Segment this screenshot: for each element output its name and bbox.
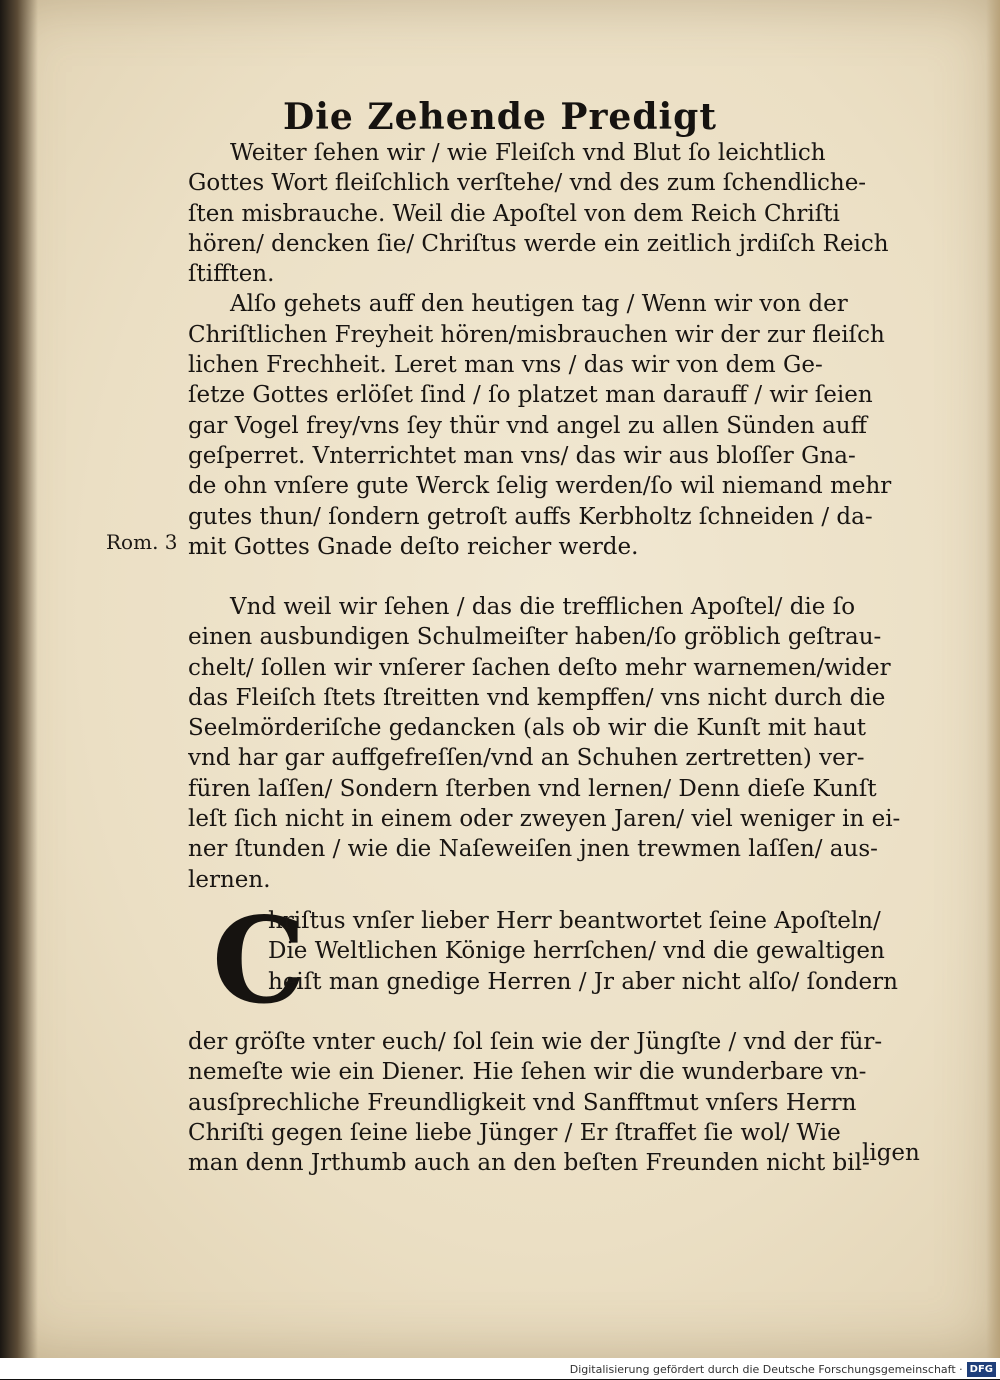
text-line: vnd har gar auffgefreſſen/vnd an Schuhen zertretten) ver- [188,745,865,772]
text-line: das Fleiſch ſtets ſtreitten vnd kempffen/ vns nicht durch die [188,684,886,711]
page-edge [986,0,1000,1358]
text-line: man denn Jrthumb auch an den beſten Freunden nicht bil- [188,1150,870,1177]
text-line: de ohn vnſere gute Werck ſelig werden/ſo wil niemand mehr [188,473,892,500]
margin-note: Rom. 3 [106,530,178,554]
text-line: Gottes Wort fleiſchlich verſtehe/ vnd des zum ſchendliche- [188,170,867,197]
text-line: nemeſte wie ein Diener. Hie ſehen wir die wunderbare vn- [188,1059,867,1086]
text-line: lichen Frechheit. Leret man vns / das wir von dem Ge- [188,352,823,379]
text-line: ſetze Gottes erlöſet ſind / ſo platzet man darauff / wir ſeien [188,382,873,409]
text-line: Chriſti gegen ſeine liebe Jünger / Er ſtraffet ſie wol/ Wie [188,1119,841,1146]
text-line: ſten misbrauche. Weil die Apoſtel von dem Reich Chriſti [188,200,840,227]
text-line: Vnd weil wir ſehen / das die trefflichen Apoſtel/ die ſo [230,594,856,620]
text-line: ausſprechliche Freundligkeit vnd Sanfftmut vnſers Herrn [188,1089,857,1116]
text-line: mit Gottes Gnade deſto reicher werde. [188,533,639,560]
drop-cap-initial: C [212,891,306,1030]
dfg-logo-icon[interactable]: DFG [967,1362,996,1377]
text-line: gar Vogel frey/vns ſey thür vnd angel zu allen Sünden auff [188,412,867,439]
text-line: hören/ dencken ſie/ Chriſtus werde ein zeitlich jrdiſch Reich [188,230,889,257]
paragraph-1 [188,138,923,562]
binding-shadow [0,0,38,1358]
text-line: ner ſtunden / wie die Naſeweiſen jnen trewmen laſſen/ aus- [188,836,878,863]
text-line: Weiter ſehen wir / wie Fleiſch vnd Blut ſo leichtlich [230,140,826,166]
paragraph-3-head [268,906,928,997]
text-line: Alſo gehets auff den heutigen tag / Wenn wir von der [230,291,848,318]
text-line: heiſt man gnedige Herren / Jr aber nicht alſo/ ſondern [268,968,898,995]
text-line: Chriſtlichen Freyheit hören/misbrauchen wir der zur fleiſch [188,321,885,348]
text-line: hriſtus vnſer lieber Herr beantwortet ſeine Apoſteln/ [268,908,881,934]
paragraph-2 [188,592,923,895]
text-line: leſt ſich nicht in einem oder zweyen Jaren/ viel weniger in ei- [188,806,901,833]
text-line: gutes thun/ ſondern getroſt auffs Kerbholtz ſchneiden / da- [188,503,873,530]
page-title: Die Zehende Predigt [283,96,717,138]
text-line: Seelmörderiſche gedancken (als ob wir die Kunſt mit haut [188,715,866,742]
paragraph-3-tail [188,1027,923,1178]
text-line: der gröſte vnter euch/ ſol ſein wie der Jüngſte / vnd der für- [188,1029,883,1055]
funding-notice: Digitalisierung gefördert durch die Deutsche Forschungsgemeinschaft · [569,1362,963,1376]
text-line: einen ausbundigen Schulmeiſter haben/ſo gröblich geſtrau- [188,624,882,651]
text-line: füren laſſen/ Sondern ſterben vnd lernen/ Denn dieſe Kunſt [188,775,877,802]
text-line: Die Weltlichen Könige herrſchen/ vnd die gewaltigen [268,938,885,965]
text-line: geſperret. Vnterrichtet man vns/ das wir aus bloſſer Gna- [188,442,856,469]
text-line: ſtifften. [188,261,275,288]
text-line: lernen. [188,866,271,893]
footer-bar [0,1358,1000,1379]
text-line: chelt/ ſollen wir vnſerer ſachen deſto mehr warnemen/wider [188,654,891,681]
catchword: ligen [862,1140,920,1166]
